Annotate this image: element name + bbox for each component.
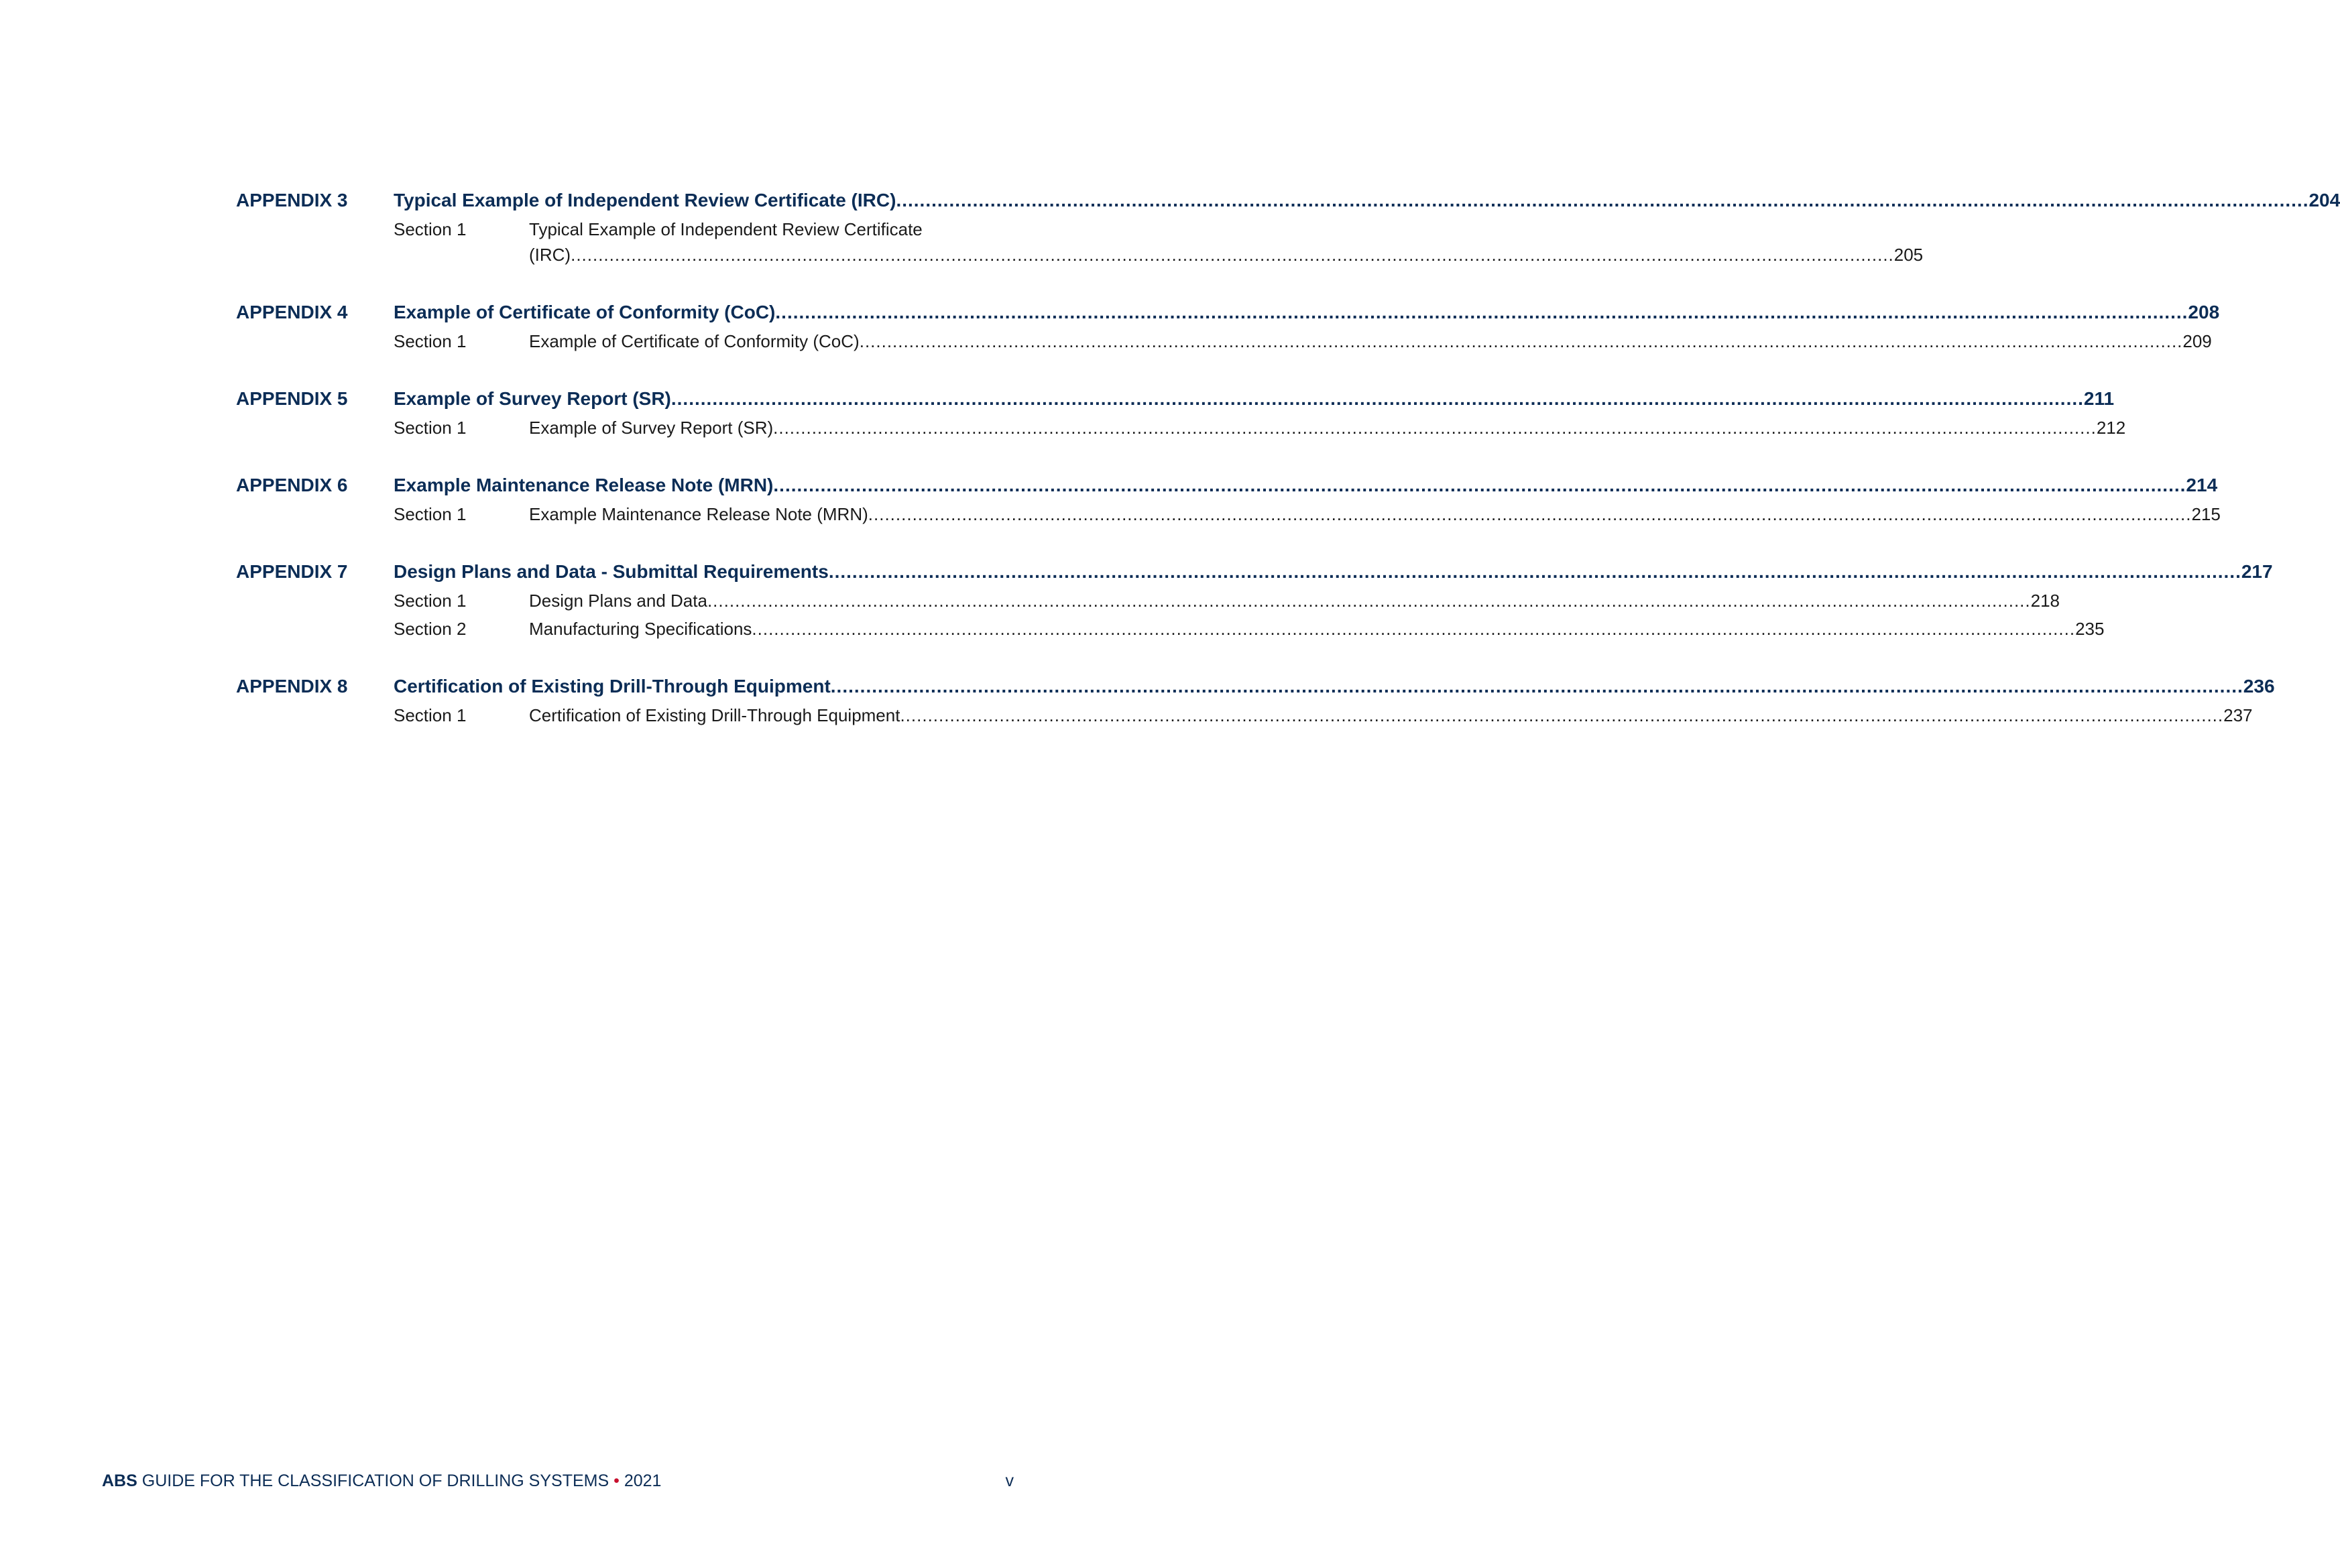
appendix-title: Example Maintenance Release Note (MRN) bbox=[394, 475, 774, 495]
toc-section-row[interactable] bbox=[394, 705, 2253, 733]
toc-appendix-row[interactable] bbox=[236, 190, 2340, 219]
section-title: Example Maintenance Release Note (MRN) bbox=[529, 504, 868, 524]
dot-leader bbox=[896, 190, 2308, 211]
appendix-page-number: 214 bbox=[2186, 475, 2218, 495]
section-page-number: 215 bbox=[2191, 504, 2221, 524]
section-page-number: 205 bbox=[1893, 245, 1924, 265]
appendix-6-entry bbox=[236, 475, 2221, 532]
toc-section-row[interactable] bbox=[394, 619, 2105, 647]
toc-section-row[interactable] bbox=[394, 418, 2126, 446]
toc-appendix-row[interactable] bbox=[236, 475, 2218, 504]
section-title: Manufacturing Specifications bbox=[529, 619, 752, 639]
toc-appendix-row[interactable] bbox=[236, 676, 2275, 705]
section-page-number: 212 bbox=[2096, 418, 2126, 438]
dot-leader bbox=[707, 591, 2031, 611]
section-label: Section 1 bbox=[394, 705, 467, 725]
appendix-label: APPENDIX 6 bbox=[236, 475, 348, 495]
appendix-4-entry bbox=[236, 302, 2220, 359]
section-label: Section 2 bbox=[394, 619, 467, 639]
section-title-line2: (IRC) bbox=[529, 245, 571, 265]
abs-brand: ABS bbox=[102, 1471, 137, 1490]
appendix-label: APPENDIX 5 bbox=[236, 388, 348, 409]
section-title-line1: Typical Example of Independent Review Certificate bbox=[529, 219, 923, 239]
section-page-number: 209 bbox=[2182, 331, 2212, 351]
table-of-contents bbox=[236, 190, 2340, 762]
guide-title: GUIDE FOR THE CLASSIFICATION OF DRILLING SYSTEMS bbox=[141, 1471, 609, 1490]
appendix-page-number: 208 bbox=[2188, 302, 2220, 322]
toc-appendix-row[interactable] bbox=[236, 388, 2115, 418]
section-page-number: 235 bbox=[2075, 619, 2105, 639]
toc-section-row[interactable] bbox=[394, 591, 2060, 619]
appendix-3-entry bbox=[236, 190, 2340, 273]
section-title: Certification of Existing Drill-Through Equipment bbox=[529, 705, 900, 725]
section-title: Example of Certificate of Conformity (CoC) bbox=[529, 331, 860, 351]
appendix-label: APPENDIX 4 bbox=[236, 302, 348, 322]
section-label: Section 1 bbox=[394, 331, 467, 351]
dot-leader bbox=[900, 705, 2223, 726]
appendix-page-number: 217 bbox=[2241, 561, 2273, 582]
page-number: v bbox=[1005, 1471, 1014, 1490]
appendix-title: Design Plans and Data - Submittal Requirements bbox=[394, 561, 829, 582]
section-label: Section 1 bbox=[394, 219, 467, 239]
footer-document-title bbox=[102, 1471, 661, 1491]
dot-leader bbox=[752, 619, 2075, 640]
dot-leader bbox=[773, 475, 2186, 496]
dot-leader bbox=[671, 388, 2084, 410]
appendix-title: Example of Survey Report (SR) bbox=[394, 388, 671, 409]
appendix-page-number: 211 bbox=[2083, 388, 2115, 409]
footer-year: 2021 bbox=[624, 1471, 662, 1490]
appendix-8-entry bbox=[236, 676, 2275, 733]
dot-leader bbox=[868, 504, 2192, 525]
section-title: Design Plans and Data bbox=[529, 591, 707, 611]
section-label: Section 1 bbox=[394, 418, 467, 438]
dot-leader bbox=[829, 561, 2241, 583]
appendix-5-entry bbox=[236, 388, 2126, 446]
bullet-separator: • bbox=[613, 1471, 620, 1490]
section-label: Section 1 bbox=[394, 504, 467, 524]
appendix-label: APPENDIX 3 bbox=[236, 190, 348, 210]
section-label: Section 1 bbox=[394, 591, 467, 611]
appendix-title: Example of Certificate of Conformity (CoC) bbox=[394, 302, 776, 322]
section-page-number: 237 bbox=[2223, 705, 2253, 725]
appendix-title: Typical Example of Independent Review Certificate (IRC) bbox=[394, 190, 896, 210]
toc-appendix-row[interactable] bbox=[236, 561, 2273, 591]
section-title: Example of Survey Report (SR) bbox=[529, 418, 774, 438]
toc-section-row[interactable] bbox=[394, 504, 2221, 532]
dot-leader bbox=[773, 418, 2097, 438]
toc-section-row[interactable] bbox=[394, 219, 1924, 273]
dot-leader bbox=[571, 245, 1894, 265]
page-footer bbox=[102, 1471, 1014, 1491]
toc-section-row[interactable] bbox=[394, 331, 2212, 359]
appendix-title: Certification of Existing Drill-Through Equipment bbox=[394, 676, 831, 697]
section-page-number: 218 bbox=[2030, 591, 2060, 611]
dot-leader bbox=[775, 302, 2188, 323]
appendix-page-number: 236 bbox=[2243, 676, 2275, 697]
dot-leader bbox=[860, 331, 2183, 352]
toc-appendix-row[interactable] bbox=[236, 302, 2220, 331]
appendix-label: APPENDIX 7 bbox=[236, 561, 348, 582]
appendix-7-entry bbox=[236, 561, 2273, 647]
dot-leader bbox=[831, 676, 2243, 697]
appendix-page-number: 204 bbox=[2308, 190, 2340, 210]
appendix-label: APPENDIX 8 bbox=[236, 676, 348, 697]
